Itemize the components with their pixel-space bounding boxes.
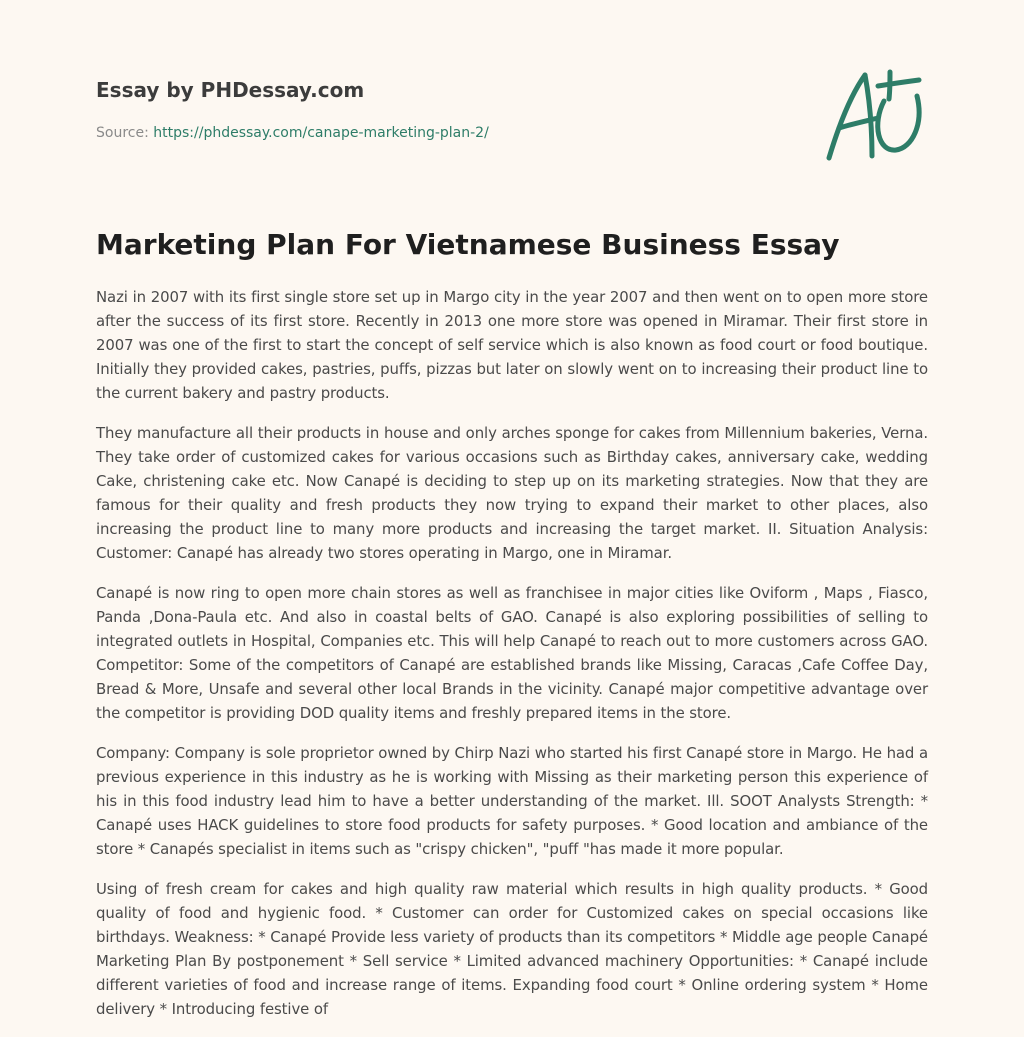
essay-paragraph-5: Using of fresh cream for cakes and high quality raw material which results in high quality products. * Good quality of food and hygienic food. * Customer can order for Customized cakes on special occasions like birthdays. Weakness: * Canapé Provide less variety of products than its competitors * Middle age people Canapé Marketing Plan By postponement * Sell service * Limited advanced machinery Opportunities: * Canapé include different varieties of food and increase range of items. Expanding food court * Online ordering system * Home delivery * Introducing festive of (96, 880, 928, 1018)
a-plus-grade-icon (820, 66, 932, 166)
source-link[interactable]: https://phdessay.com/canape-marketing-plan-2/ (153, 125, 489, 141)
essay-paragraph-2: They manufacture all their products in house and only arches sponge for cakes from Millennium bakeries, Verna. They take order of customized cakes for various occasions such as Birthday cakes, anniversary cake, wedding Cake, christening cake etc. Now Canapé is deciding to step up on its marketing strategies. Now that they are famous for their quality and fresh products they now trying to expand their market to other places, also increasing the product line to many more products and increasing the target market. II. Situation Analysis: Customer: Canapé has already two stores operating in Margo, one in Miramar. (96, 424, 928, 562)
essay-paragraph-1: Nazi in 2007 with its first single store set up in Margo city in the year 2007 and then went on to open more store after the success of its first store. Recently in 2013 one more store was opened in Miramar. Their first store in 2007 was one of the first to start the concept of self service which is also known as food court or food boutique. Initially they provided cakes, pastries, puffs, pizzas but later on slowly went on to increasing their product line to the current bakery and pastry products. (96, 288, 928, 402)
source-label: Source: (96, 125, 154, 141)
document-header (96, 77, 696, 143)
source-line (96, 123, 696, 143)
essay-body (96, 285, 928, 1037)
site-title: Essay by PHDessay.com (96, 78, 365, 102)
essay-paragraph-4: Company: Company is sole proprietor owned by Chirp Nazi who started his first Canapé store in Margo. He had a previous experience in this industry as he is working with Missing as their marketing person this experience of his in this food industry lead him to have a better understanding of the market. Ill. SOOT Analysts Strength: * Canapé uses HACK guidelines to store food products for safety purposes. * Good location and ambiance of the store * Canapés specialist in items such as "crispy chicken", "puff "has made it more popular. (96, 744, 928, 858)
essay-paragraph-3: Canapé is now ring to open more chain stores as well as franchisee in major cities like Oviform , Maps , Fiasco, Panda ,Dona-Paula etc. And also in coastal belts of GAO. Canapé is also exploring possibilities of selling to integrated outlets in Hospital, Companies etc. This will help Canapé to reach out to more customers across GAO. Competitor: Some of the competitors of Canapé are established brands like Missing, Caracas ,Cafe Coffee Day, Bread & More, Unsafe and several other local Brands in the vicinity. Canapé major competitive advantage over the competitor is providing DOD quality items and freshly prepared items in the store. (96, 584, 928, 722)
essay-title: Marketing Plan For Vietnamese Business Essay (96, 228, 840, 261)
